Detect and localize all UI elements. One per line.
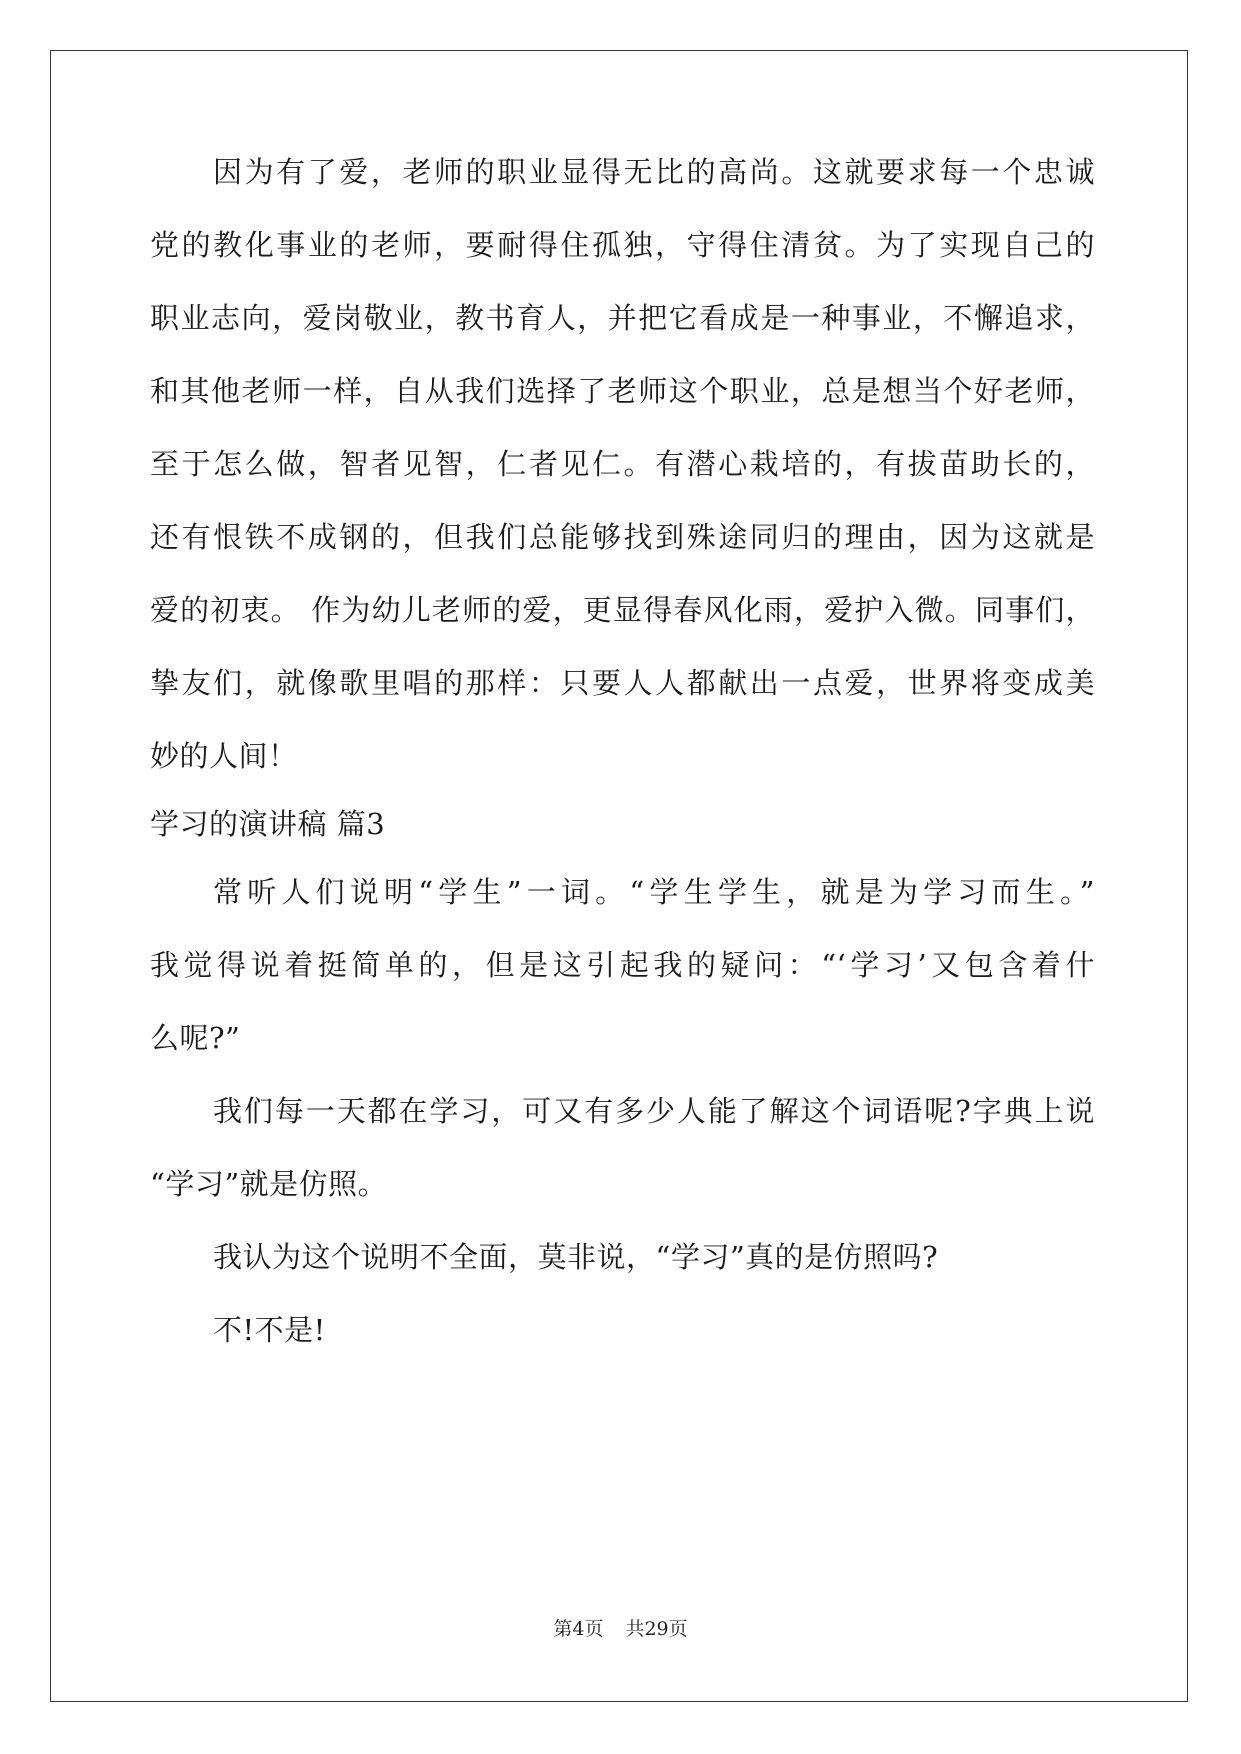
paragraph-5: 不!不是! [213, 1313, 326, 1347]
page-total: 共29页 [625, 1618, 688, 1640]
paragraph-1-line-4: 和其他老师一样，自从我们选择了老师这个职业，总是想当个好老师， [150, 374, 1095, 408]
paragraph-1-line-1: 因为有了爱，老师的职业显得无比的高尚。这就要求每一个忠诚 [213, 155, 1095, 189]
section-heading: 学习的演讲稿 篇3 [150, 807, 386, 841]
paragraph-2-line-2: 我觉得说着挺简单的，但是这引起我的疑问：“‘学习’又包含着什 [150, 948, 1095, 982]
paragraph-3-line-2: “学习”就是仿照。 [150, 1167, 388, 1201]
paragraph-2-line-1: 常听人们说明“学生”一词。“学生学生，就是为学习而生。” [213, 875, 1095, 909]
page-footer [0, 1617, 1241, 1641]
paragraph-1-line-9: 妙的人间！ [150, 739, 298, 773]
paragraph-1-line-8: 挚友们，就像歌里唱的那样：只要人人都献出一点爱，世界将变成美 [150, 666, 1095, 700]
paragraph-2-line-3: 么呢?” [150, 1021, 241, 1055]
paragraph-1-line-2: 党的教化事业的老师，要耐得住孤独，守得住清贫。为了实现自己的 [150, 228, 1095, 262]
paragraph-4: 我认为这个说明不全面，莫非说，“学习”真的是仿照吗? [213, 1240, 939, 1274]
paragraph-1-line-6: 还有恨铁不成钢的，但我们总能够找到殊途同归的理由，因为这就是 [150, 520, 1095, 554]
page-number: 第4页 [553, 1618, 604, 1640]
paragraph-1-line-7: 爱的初衷。 作为幼儿老师的爱，更显得春风化雨，爱护入微。同事们， [150, 593, 1095, 627]
paragraph-3-line-1: 我们每一天都在学习，可又有多少人能了解这个词语呢?字典上说 [213, 1094, 1095, 1128]
paragraph-1-line-5: 至于怎么做，智者见智，仁者见仁。有潜心栽培的，有拔苗助长的， [150, 447, 1095, 481]
paragraph-1-line-3: 职业志向，爱岗敬业，教书育人，并把它看成是一种事业，不懈追求， [150, 301, 1095, 335]
